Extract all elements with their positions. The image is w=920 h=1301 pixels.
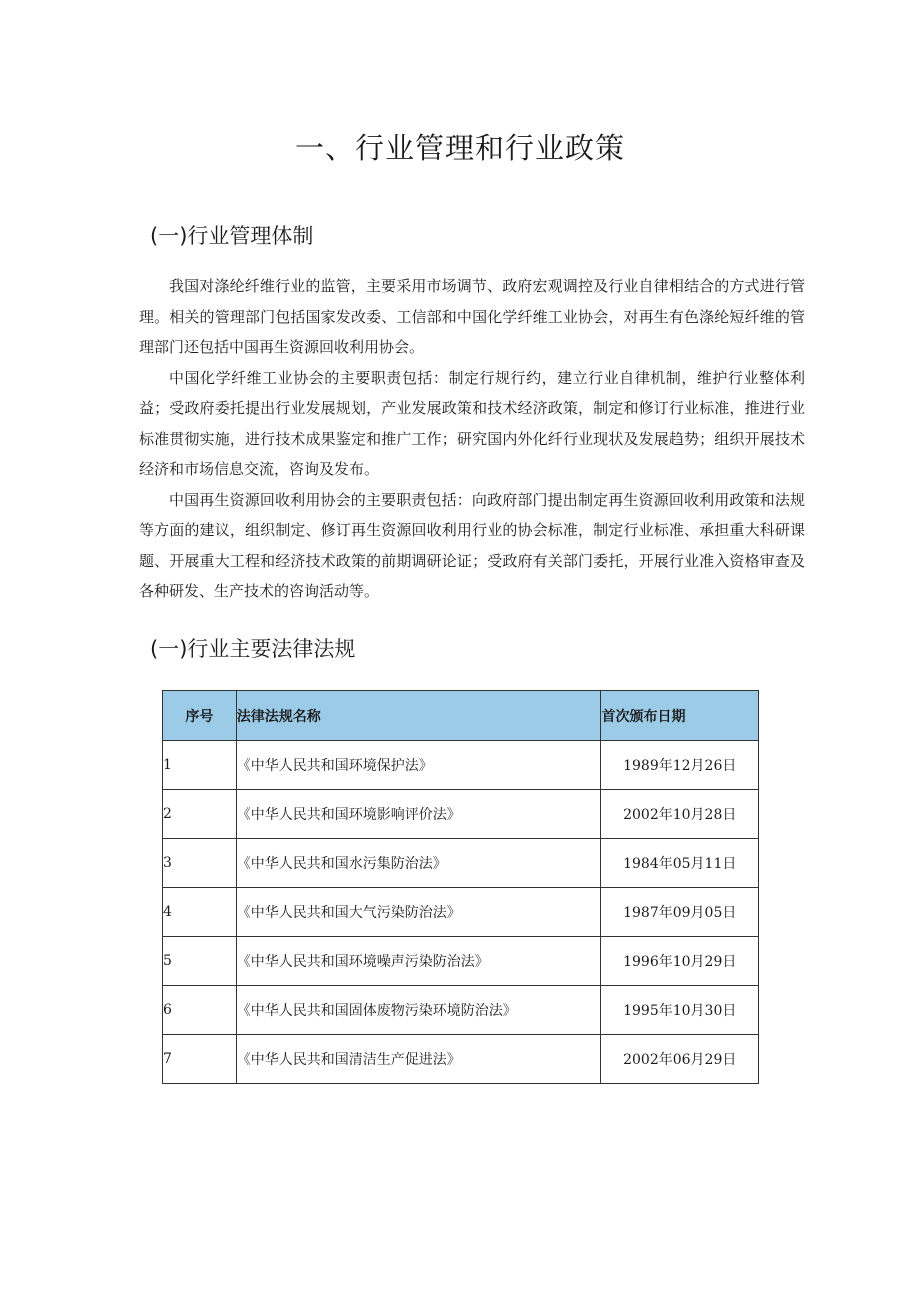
- cell-law-name: 《中华人民共和国环境保护法》: [236, 741, 601, 790]
- cell-serial-number: 5: [163, 937, 237, 986]
- cell-law-name: 《中华人民共和国水污集防治法》: [236, 839, 601, 888]
- laws-table: [162, 690, 759, 1084]
- table-row: [163, 986, 759, 1035]
- cell-date: 2002年10月28日: [601, 790, 759, 839]
- header-serial-number: 序号: [163, 691, 237, 741]
- table-row: [163, 1035, 759, 1084]
- cell-date: 1989年12月26日: [601, 741, 759, 790]
- cell-serial-number: 7: [163, 1035, 237, 1084]
- header-first-issued-date: 首次颁布日期: [601, 691, 759, 741]
- cell-date: 1987年09月05日: [601, 888, 759, 937]
- cell-law-name: 《中华人民共和国清洁生产促进法》: [236, 1035, 601, 1084]
- paragraph: 中国再生资源回收利用协会的主要职责包括：向政府部门提出制定再生资源回收利用政策和法规等方面的建议，组织制定、修订再生资源回收利用行业的协会标准，制定行业标准、承担重大科研课题、开展重大工程和经济技术政策的前期调研论证；受政府有关部门委托，开展行业准入资格审查及各种研发、生产技术的咨询活动等。: [139, 490, 805, 600]
- section-heading-laws: (一)行业主要法律法规: [150, 637, 356, 661]
- table-row: [163, 741, 759, 790]
- cell-law-name: 《中华人民共和国大气污染防治法》: [236, 888, 601, 937]
- header-law-name: 法律法规名称: [236, 691, 601, 741]
- table-row: [163, 790, 759, 839]
- cell-law-name: 《中华人民共和国环境影响评价法》: [236, 790, 601, 839]
- table-row: [163, 888, 759, 937]
- section-heading-management-system: (一)行业管理体制: [150, 224, 314, 248]
- cell-serial-number: 6: [163, 986, 237, 1035]
- section-body: [139, 271, 805, 607]
- cell-serial-number: 3: [163, 839, 237, 888]
- cell-serial-number: 2: [163, 790, 237, 839]
- cell-date: 1995年10月30日: [601, 986, 759, 1035]
- table-row: [163, 937, 759, 986]
- cell-law-name: 《中华人民共和国固体废物污染环境防治法》: [236, 986, 601, 1035]
- table-row: [163, 839, 759, 888]
- paragraph: 中国化学纤维工业协会的主要职责包括：制定行规行约，建立行业自律机制，维护行业整体利益；受政府委托提出行业发展规划，产业发展政策和技术经济政策，制定和修订行业标准，推进行业标准贯彻实施，进行技术成果鉴定和推广工作；研究国内外化纤行业现状及发展趋势；组织开展技术经济和市场信息交流，咨询及发布。: [139, 368, 805, 478]
- cell-serial-number: 1: [163, 741, 237, 790]
- paragraph: 我国对涤纶纤维行业的监管，主要采用市场调节、政府宏观调控及行业自律相结合的方式进行管理。相关的管理部门包括国家发改委、工信部和中国化学纤维工业协会，对再生有色涤纶短纤维的管理部门还包括中国再生资源回收利用协会。: [139, 277, 805, 356]
- cell-date: 1984年05月11日: [601, 839, 759, 888]
- cell-law-name: 《中华人民共和国环境噪声污染防治法》: [236, 937, 601, 986]
- cell-date: 1996年10月29日: [601, 937, 759, 986]
- cell-date: 2002年06月29日: [601, 1035, 759, 1084]
- page-title: 一、行业管理和行业政策: [294, 131, 625, 165]
- cell-serial-number: 4: [163, 888, 237, 937]
- table-header-row: [163, 691, 759, 741]
